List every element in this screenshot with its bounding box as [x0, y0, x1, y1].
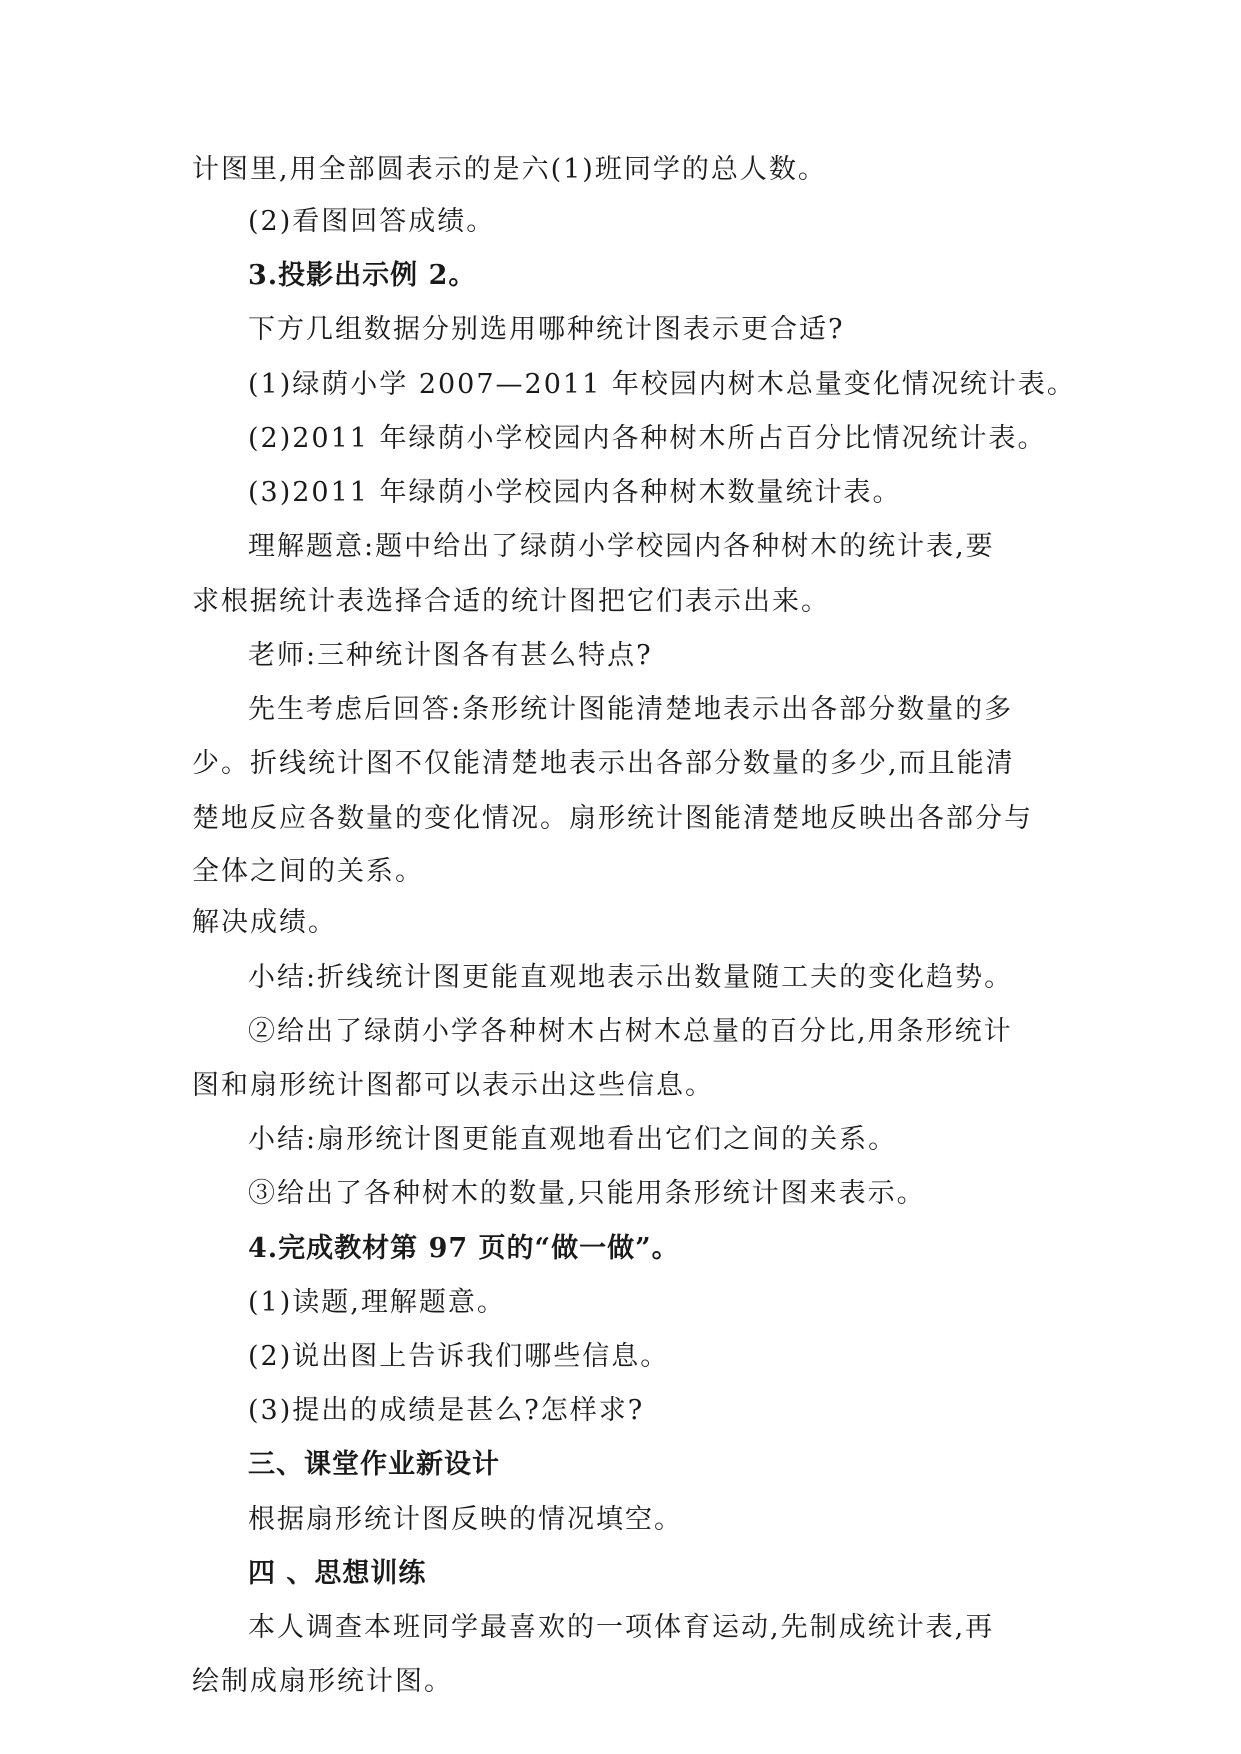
text-line: (3)2011 年绿荫小学校园内各种树木数量统计表。 [248, 477, 902, 508]
text-line: 楚地反应各数量的变化情况。扇形统计图能清楚地反映出各部分与 [192, 803, 1033, 834]
text-line: 求根据统计表选择合适的统计图把它们表示出来。 [192, 586, 830, 617]
section-heading: 四 、思想训练 [248, 1558, 427, 1589]
text-line: 全体之间的关系。 [192, 856, 424, 887]
text-line: 小结:扇形统计图更能直观地看出它们之间的关系。 [248, 1124, 898, 1155]
text-line: 根据扇形统计图反映的情况填空。 [248, 1504, 683, 1535]
text-line: 本人调查本班同学最喜欢的一项体育运动,先制成统计表,再 [248, 1612, 995, 1643]
text-line: 小结:折线统计图更能直观地表示出数量随工夫的变化趋势。 [248, 962, 1014, 993]
text-line: ②给出了绿荫小学各种树木占树木总量的百分比,用条形统计 [248, 1016, 1013, 1047]
text-line: (1)绿荫小学 2007—2011 年校园内树木总量变化情况统计表。 [248, 369, 1076, 400]
text-line: 下方几组数据分别选用哪种统计图表示更合适? [248, 314, 845, 345]
text-line: 图和扇形统计图都可以表示出这些信息。 [192, 1070, 714, 1101]
text-line: 计图里,用全部圆表示的是六(1)班同学的总人数。 [192, 154, 827, 185]
text-line: (3)提出的成绩是甚么?怎样求? [248, 1395, 645, 1426]
text-line: 老师:三种统计图各有甚么特点? [248, 640, 653, 671]
text-line: (1)读题,理解题意。 [248, 1287, 506, 1318]
text-line: ③给出了各种树木的数量,只能用条形统计图来表示。 [248, 1178, 926, 1209]
text-line: (2)看图回答成绩。 [248, 206, 496, 237]
text-line: 理解题意:题中给出了绿荫小学校园内各种树木的统计表,要 [248, 531, 995, 562]
text-line: (2)说出图上告诉我们哪些信息。 [248, 1341, 670, 1372]
section-heading: 三、课堂作业新设计 [248, 1449, 500, 1480]
section-heading: 3.投影出示例 2。 [248, 260, 477, 291]
text-line: 先生考虑后回答:条形统计图能清楚地表示出各部分数量的多 [248, 694, 1014, 725]
text-line: 解决成绩。 [192, 907, 337, 938]
text-line: (2)2011 年绿荫小学校园内各种树木所占百分比情况统计表。 [248, 423, 1047, 454]
section-heading: 4.完成教材第 97 页的“做一做”。 [248, 1233, 680, 1264]
text-line: 少。折线统计图不仅能清楚地表示出各部分数量的多少,而且能清 [192, 748, 1015, 779]
text-line: 绘制成扇形统计图。 [192, 1666, 453, 1697]
